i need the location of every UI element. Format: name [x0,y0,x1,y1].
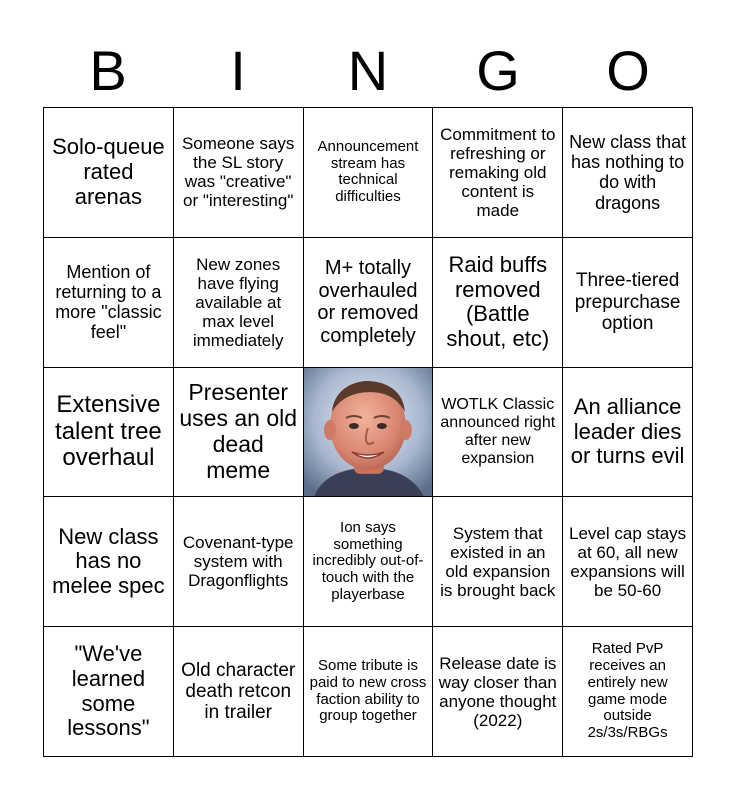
bingo-cell-10[interactable] [563,238,693,368]
bingo-free-space[interactable] [304,368,434,498]
cell-text: Covenant-type system with Dragonflights [182,533,294,591]
cell-text: Solo-queue rated arenas [52,134,165,209]
bingo-header [43,38,693,104]
bingo-cell-1[interactable] [44,108,174,238]
bingo-cell-11[interactable] [44,368,174,498]
bingo-cell-8[interactable] [304,238,434,368]
bingo-grid [43,107,693,757]
cell-text: Ion says something incredibly out-of-touch with the playerbase [312,518,424,603]
cell-text: Release date is way closer than anyone thought (2022) [438,653,557,730]
bingo-cell-19[interactable] [433,497,563,627]
cell-text: Announcement stream has technical difficulties [317,137,419,206]
bingo-cell-23[interactable] [304,627,434,757]
cell-text: Mention of returning to a more "classic feel" [55,261,162,343]
bingo-cell-5[interactable] [563,108,693,238]
bingo-cell-15[interactable] [563,368,693,498]
bingo-cell-4[interactable] [433,108,563,238]
cell-text: Some tribute is paid to new cross faction ability to group together [309,657,427,725]
cell-text: Level cap stays at 60, all new expansions will be 50-60 [569,523,687,600]
bingo-cell-6[interactable] [44,238,174,368]
bingo-cell-3[interactable] [304,108,434,238]
cell-text: "We've learned some lessons" [67,641,150,741]
cell-text: Extensive talent tree overhaul [55,390,162,472]
bingo-cell-7[interactable] [174,238,304,368]
header-letter-g: G [476,39,520,102]
cell-text: Old character death retcon in trailer [181,659,296,724]
cell-text: System that existed in an old expansion is brought back [440,523,556,600]
bingo-cell-17[interactable] [174,497,304,627]
bingo-cell-18[interactable] [304,497,434,627]
bingo-cell-21[interactable] [44,627,174,757]
cell-text: Raid buffs removed (Battle shout, etc) [446,251,550,351]
cell-text: WOTLK Classic announced right after new expansion [440,396,556,467]
bingo-cell-14[interactable] [433,368,563,498]
bingo-cell-25[interactable] [563,627,693,757]
header-letter-o: O [606,39,650,102]
header-letter-b: B [89,39,127,102]
bingo-cell-2[interactable] [174,108,304,238]
cell-text: Commitment to refreshing or remaking old content is made [440,124,556,220]
cell-text: New class has no melee spec [52,523,165,599]
cell-text: M+ totally overhauled or removed completely [317,257,419,347]
cell-text: New zones have flying available at max level immediately [192,254,284,350]
bingo-cell-24[interactable] [433,627,563,757]
cell-text: Rated PvP receives an entirely new game mode outside 2s/3s/RBGs [587,640,668,742]
cell-text: New class that has nothing to do with dragons [569,132,687,213]
header-letter-n: N [347,39,389,102]
cell-text: Presenter uses an old dead meme [179,379,298,483]
bingo-cell-16[interactable] [44,497,174,627]
header-letter-i: I [230,39,246,102]
man-portrait-photo-icon [304,368,433,497]
cell-text: Someone says the SL story was "creative" or "interesting" [181,134,295,211]
bingo-cell-12[interactable] [174,368,304,498]
cell-text: Three-tiered prepurchase option [574,270,681,334]
bingo-cell-9[interactable] [433,238,563,368]
bingo-cell-20[interactable] [563,497,693,627]
cell-text: An alliance leader dies or turns evil [570,394,685,469]
bingo-cell-22[interactable] [174,627,304,757]
